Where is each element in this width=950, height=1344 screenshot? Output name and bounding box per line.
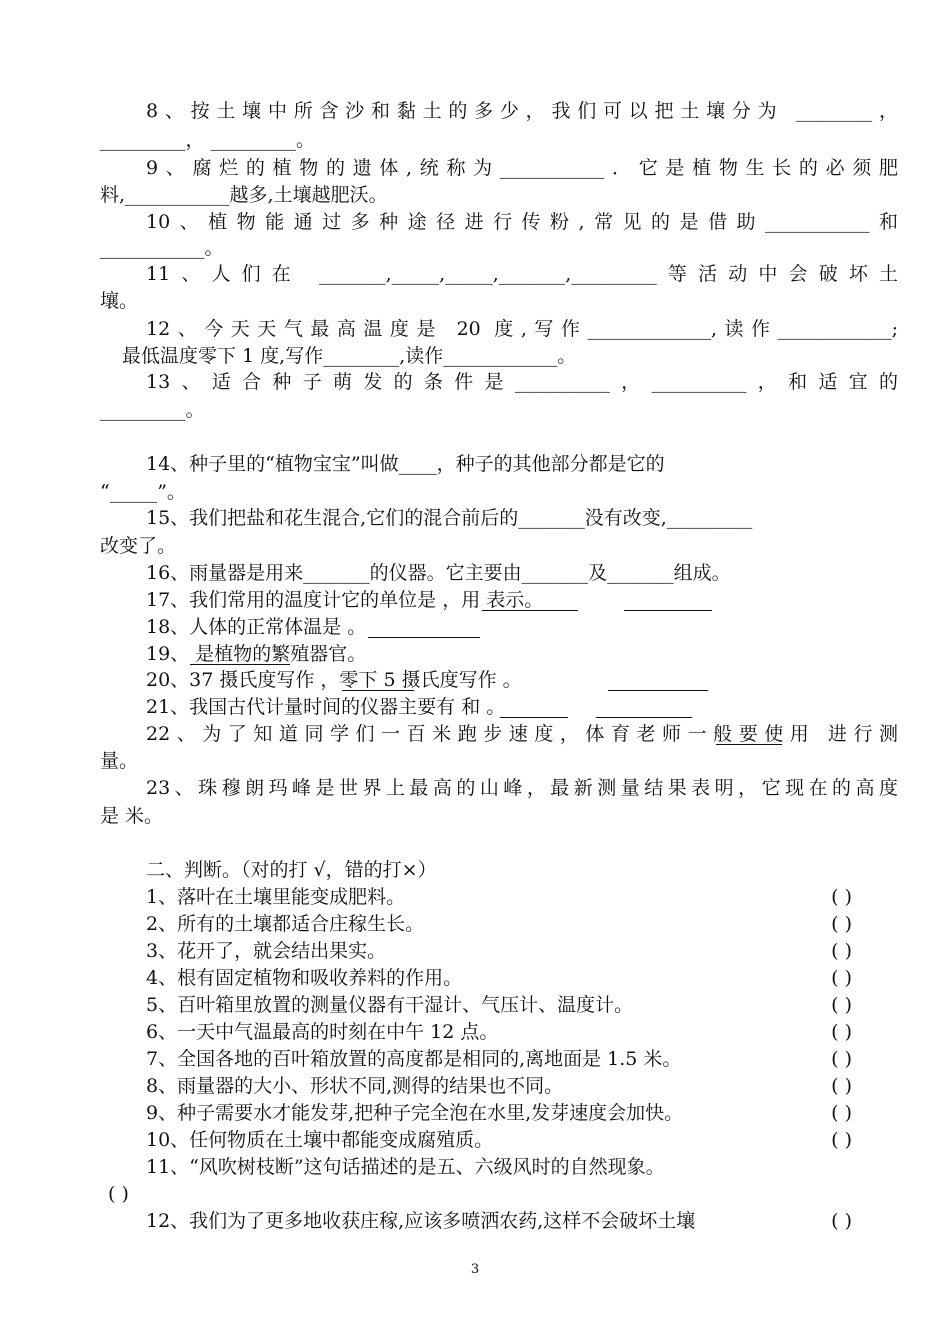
answer-paren[interactable]: ( ) [831, 1075, 852, 1097]
question-22-line2: 量。 [100, 750, 139, 772]
answer-paren[interactable]: ( ) [831, 994, 852, 1016]
question-22-line1: 22、为了知道同学们一百米跑步速度，体育老师一般要使用 进行测 [146, 723, 898, 745]
judgment-2: 2、所有的土壤都适合庄稼生长。 [146, 913, 425, 935]
page-number: 3 [470, 1262, 480, 1277]
answer-blank-line [624, 610, 712, 611]
question-23-line1: 23、珠穆朗玛峰是世界上最高的山峰，最新测量结果表明，它现在的高度 [146, 777, 898, 799]
answer-blank-line [342, 690, 414, 691]
answer-paren[interactable]: ( ) [831, 1021, 852, 1043]
answer-paren[interactable]: ( ) [831, 913, 852, 935]
judgment-10: 10、任何物质在土壤中都能变成腐殖质。 [146, 1129, 494, 1151]
judgment-6: 6、一天中气温最高的时刻在中午 12 点。 [146, 1021, 499, 1043]
judgment-9: 9、种子需要水才能发芽,把种子完全泡在水里,发芽速度会加快。 [146, 1102, 684, 1124]
answer-paren[interactable]: ( ) [831, 967, 852, 989]
judgment-1: 1、落叶在土壤里能变成肥料。 [146, 886, 406, 908]
question-9-line1: 9、腐烂的植物的遗体,统称为___________．它是植物生长的必须肥 [146, 157, 898, 179]
judgment-12: 12、我们为了更多地收获庄稼,应该多喷洒农药,这样不会破坏土壤 [146, 1210, 696, 1232]
question-19: 19、 是植物的繁殖器官。 [146, 643, 367, 665]
question-9-line2: 料,___________越多,土壤越肥沃。 [100, 184, 388, 206]
question-13-line2: _________。 [100, 399, 205, 421]
question-15-line1: 15、我们把盐和花生混合,它们的混合前后的_______没有改变,_________ [146, 507, 753, 529]
answer-blank-line [482, 610, 578, 611]
judgment-4: 4、根有固定植物和吸收养料的作用。 [146, 967, 463, 989]
question-11-line1: 11、人们在 _______,_____,_____,_______,_________等活动中会破坏土 [146, 263, 898, 285]
answer-paren[interactable]: ( ) [831, 1129, 852, 1151]
answer-paren[interactable]: ( ) [831, 940, 852, 962]
question-12-line2: 最低温度零下 1 度,写作________,读作____________。 [122, 345, 577, 367]
question-17: 17、我们常用的温度计它的单位是 ，用 表示。 [146, 589, 544, 611]
answer-paren[interactable]: ( ) [831, 1048, 852, 1070]
question-14-line2: “_____”。 [100, 481, 186, 503]
question-13-line1: 13、适合种子萌发的条件是__________，__________，和适宜的 [146, 371, 898, 393]
answer-paren[interactable]: ( ) [831, 1102, 852, 1124]
answer-blank-line [368, 637, 480, 638]
question-18: 18、人体的正常体温是 。 [146, 616, 367, 638]
answer-blank-line [500, 717, 568, 718]
question-8-line2: _________， _________。 [100, 129, 316, 151]
answer-blank-line [716, 744, 782, 745]
answer-paren[interactable]: ( ) [831, 1210, 852, 1232]
judgment-3: 3、花开了，就会结出果实。 [146, 940, 387, 962]
question-16: 16、雨量器是用来_______的仪器。它主要由_______及_______组成。 [146, 562, 731, 584]
answer-blank-line [596, 717, 692, 718]
answer-blank-line [190, 664, 290, 665]
question-14-line1: 14、种子里的“植物宝宝”叫做____，种子的其他部分都是它的 [146, 453, 665, 475]
question-8-line1: 8、按土壤中所含沙和黏土的多少，我们可以把土壤分为 ________， [146, 100, 898, 122]
question-21: 21、我国古代计量时间的仪器主要有 和 。 [146, 696, 506, 718]
question-23-line2: 是 米。 [100, 805, 164, 827]
judgment-7: 7、全国各地的百叶箱放置的高度都是相同的,离地面是 1.5 米。 [146, 1048, 682, 1070]
section-2-title: 二、判断。（对的打 √，错的打×） [146, 859, 437, 881]
question-15-line2: 改变了。 [100, 535, 177, 557]
question-10-line2: ___________。 [100, 237, 224, 259]
question-20: 20、37 摄氏度写作 ，零下 5 摄氏度写作 。 [146, 669, 522, 691]
question-11-line2: 壤。 [100, 290, 139, 312]
question-10-line1: 10、植物能通过多种途径进行传粉,常见的是借助___________和 [146, 211, 898, 233]
judgment-11: 11、“风吹树枝断”这句话描述的是五、六级风时的自然现象。 [146, 1156, 665, 1178]
answer-blank-line [608, 690, 708, 691]
judgment-5: 5、百叶箱里放置的测量仪器有干湿计、气压计、温度计。 [146, 994, 634, 1016]
question-12-line1: 12、今天天气最高温度是 20 度,写作_____________,读作____________; [146, 318, 898, 340]
answer-paren[interactable]: ( ) [108, 1183, 129, 1205]
judgment-8: 8、雨量器的大小、形状不同,测得的结果也不同。 [146, 1075, 564, 1097]
answer-paren[interactable]: ( ) [831, 886, 852, 908]
